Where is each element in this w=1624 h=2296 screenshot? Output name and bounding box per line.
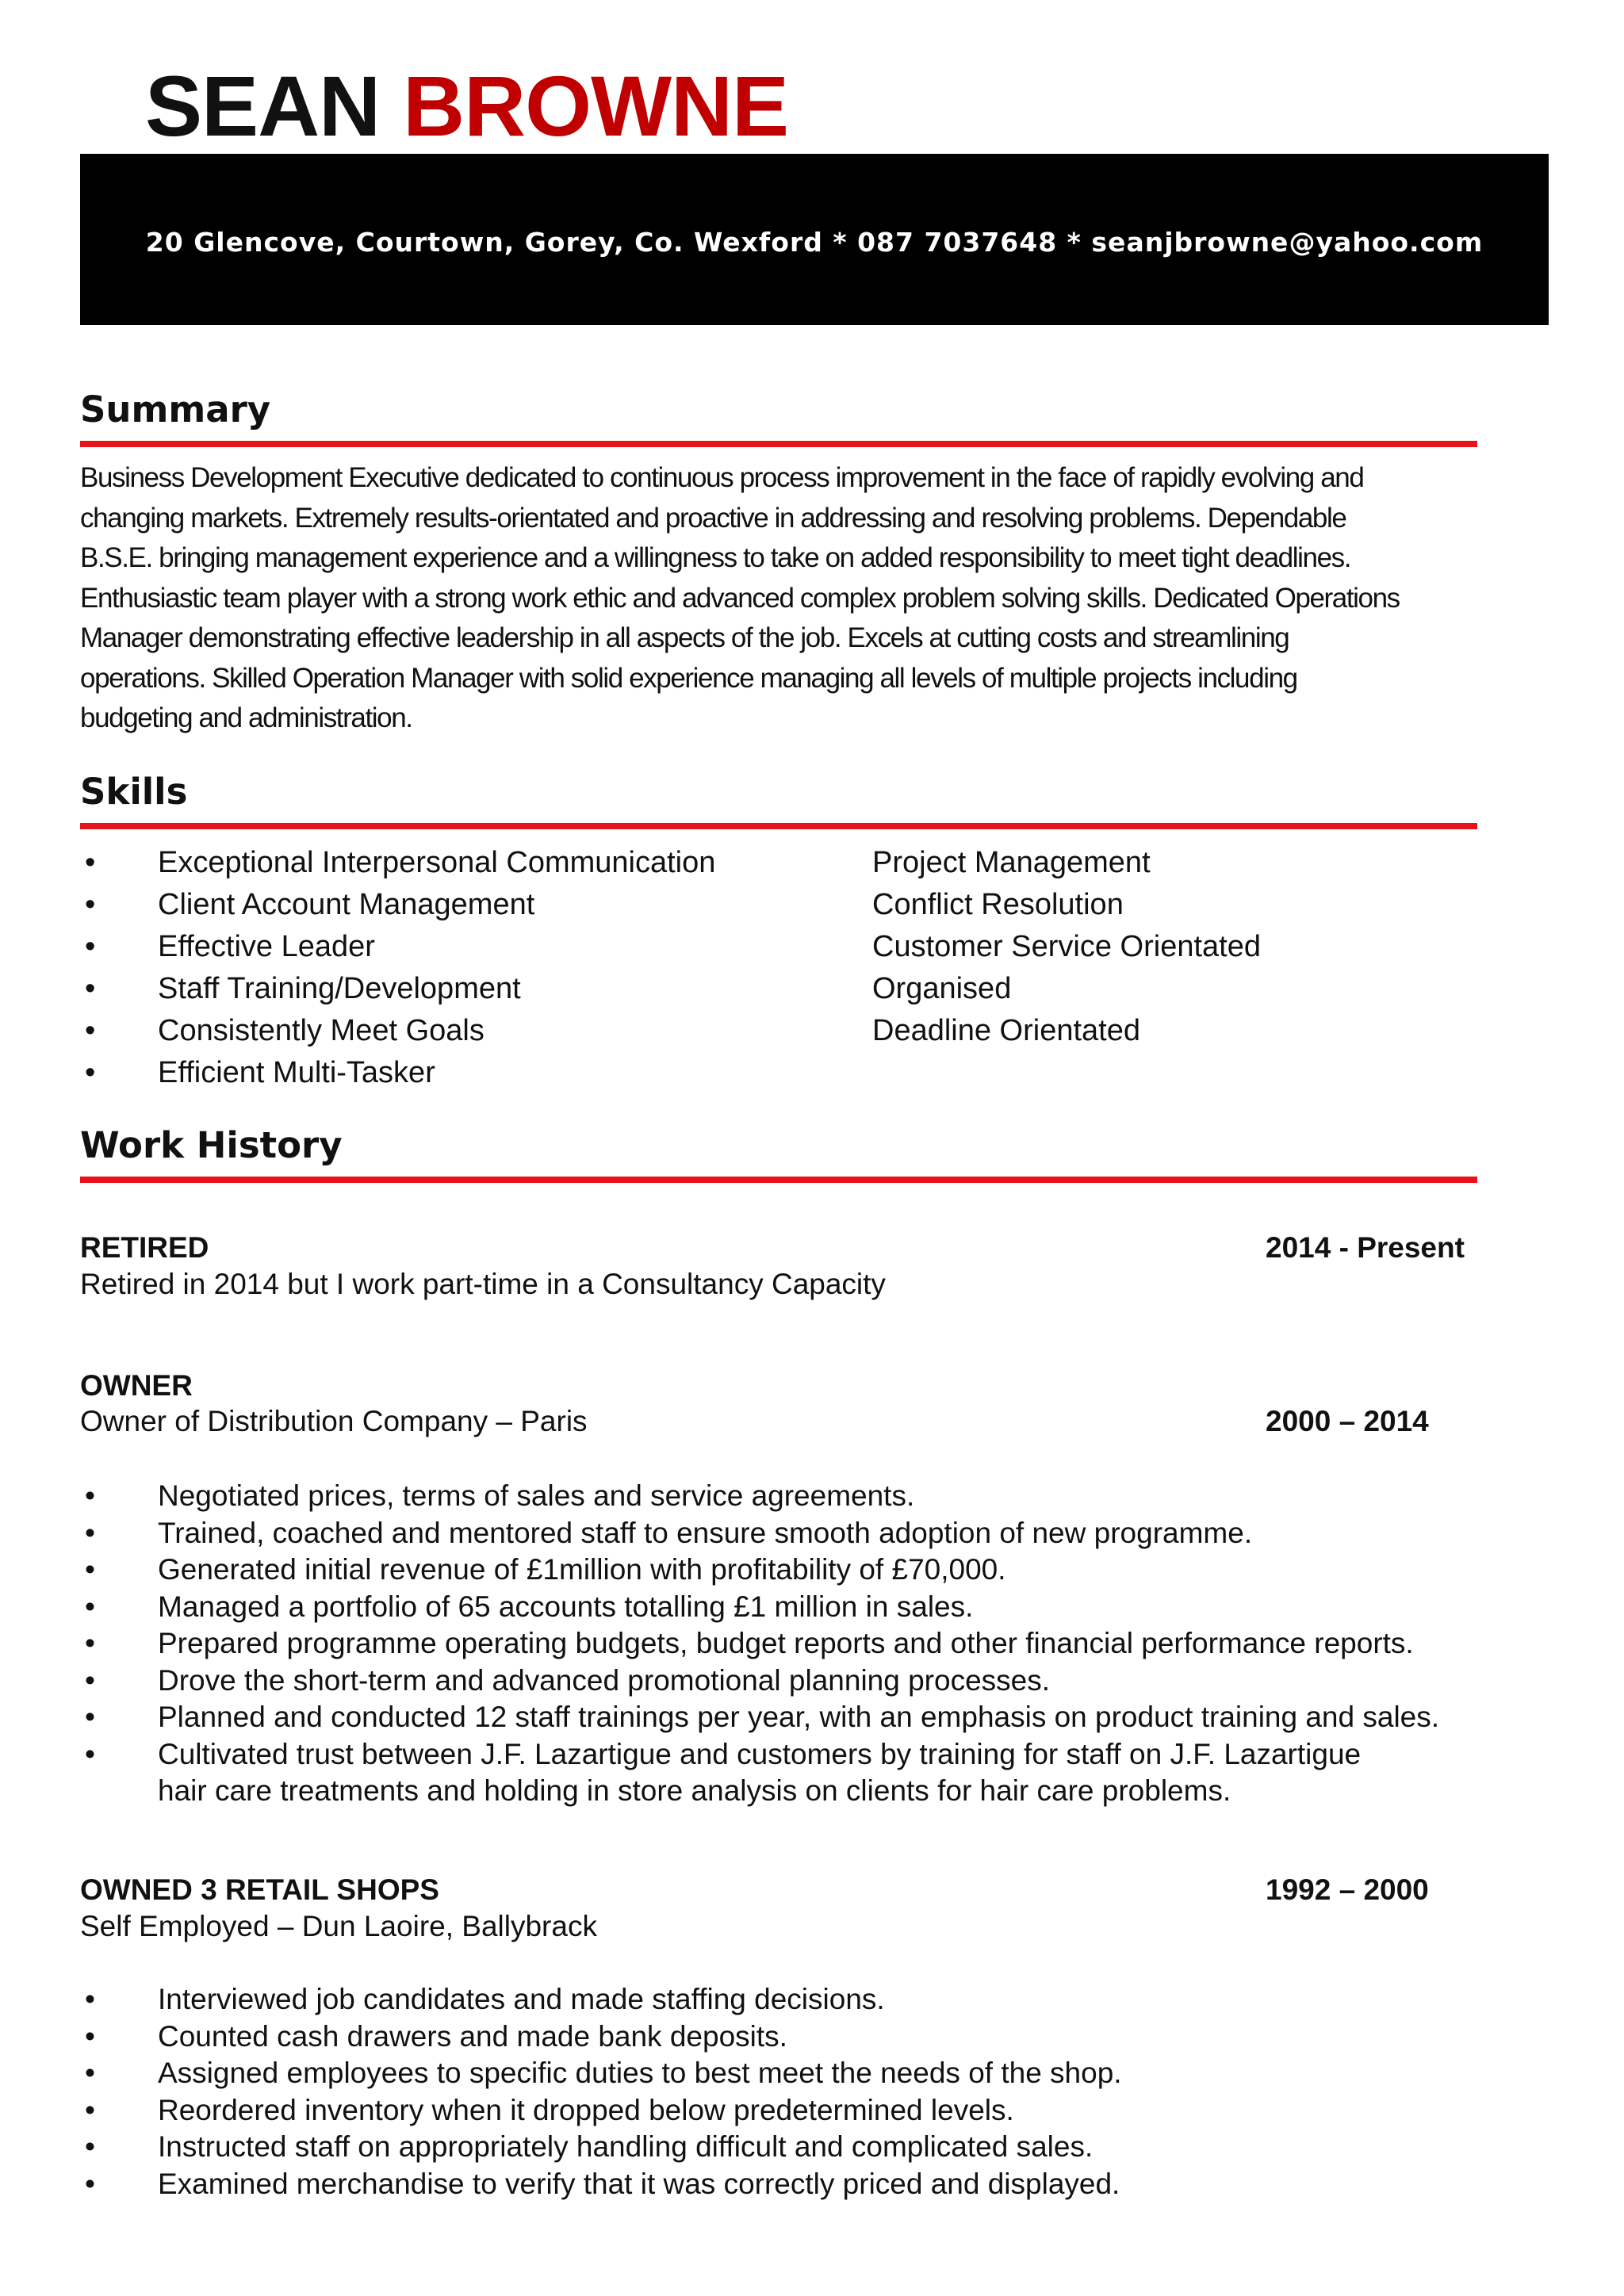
job-title: OWNED 3 RETAIL SHOPS: [80, 1873, 439, 1906]
skill-item: Project Management: [872, 846, 1151, 879]
job-subtitle: Self Employed – Dun Laoire, Ballybrack: [80, 1910, 597, 1942]
bullet-icon: •: [85, 846, 96, 879]
job-title: OWNER: [80, 1369, 193, 1402]
skill-item: • Effective Leader: [158, 926, 715, 968]
duty-item: • Trained, coached and mentored staff to ensure smooth adoption of new programme.: [158, 1515, 1439, 1552]
contact-info: 20 Glencove, Courtown, Gorey, Co. Wexford * 087 7037648 * seanjbrowne@yahoo.com: [145, 227, 1484, 258]
job-dates: 1992 – 2000: [1266, 1873, 1429, 1906]
summary-line: Enthusiastic team player with a strong work ethic and advanced complex problem solving skills. Dedicated Operations: [80, 582, 1400, 614]
bullet-icon: •: [85, 1737, 95, 1770]
bullet-icon: •: [85, 888, 96, 921]
candidate-name: [145, 58, 789, 154]
skills-heading: Skills: [80, 771, 188, 813]
bullet-icon: •: [85, 1479, 95, 1512]
duty-item: • Examined merchandise to verify that it was correctly priced and displayed.: [158, 2166, 1122, 2203]
skill-item: • Exceptional Interpersonal Communication: [158, 842, 715, 884]
skill-item: • Client Account Management: [158, 884, 715, 926]
contact-banner: [80, 154, 1549, 325]
bullet-icon: •: [85, 1014, 96, 1047]
summary-line: Manager demonstrating effective leadership in all aspects of the job. Excels at cutting costs and streamlining: [80, 622, 1289, 653]
skills-list-right: [872, 842, 1261, 1052]
summary-line: B.S.E. bringing management experience and a willingness to take on added responsibility to meet tight deadlines.: [80, 542, 1351, 573]
job-subtitle: Retired in 2014 but I work part-time in a Consultancy Capacity: [80, 1268, 886, 1300]
duty-item: • Interviewed job candidates and made staffing decisions.: [158, 1981, 1122, 2019]
job-title: RETIRED: [80, 1231, 209, 1264]
bullet-icon: •: [85, 1516, 95, 1549]
work-history-divider: [80, 1177, 1477, 1183]
bullet-icon: •: [85, 1590, 95, 1623]
duty-item: • Cultivated trust between J.F. Lazartigue and customers by training for staff on J.F. Lazartigue: [158, 1736, 1439, 1774]
skill-item: Customer Service Orientated: [872, 930, 1261, 963]
bullet-icon: •: [85, 1553, 95, 1586]
duty-item: • Prepared programme operating budgets, budget reports and other financial performance reports.: [158, 1625, 1439, 1663]
duty-item: • Managed a portfolio of 65 accounts totalling £1 million in sales.: [158, 1589, 1439, 1626]
skills-list-left: [85, 842, 716, 1094]
duty-item: • Drove the short-term and advanced promotional planning processes.: [158, 1663, 1439, 1700]
job-dates: 2014 - Present: [1266, 1231, 1465, 1264]
summary-line: Business Development Executive dedicated to continuous process improvement in the face of rapidly evolving and: [80, 462, 1364, 493]
bullet-icon: •: [85, 1663, 95, 1697]
bullet-icon: •: [85, 972, 96, 1005]
bullet-icon: •: [85, 2057, 95, 2089]
bullet-icon: •: [85, 1983, 95, 2015]
work-history-heading: Work History: [80, 1124, 343, 1166]
duty-item: • Instructed staff on appropriately handling difficult and complicated sales.: [158, 2129, 1122, 2166]
summary-line: changing markets. Extremely results-orientated and proactive in addressing and resolving problems. Dependable: [80, 502, 1346, 534]
duty-item: • Counted cash drawers and made bank deposits.: [158, 2019, 1122, 2056]
job-dates: 2000 – 2014: [1266, 1405, 1429, 1437]
skill-item: • Consistently Meet Goals: [158, 1010, 715, 1052]
skill-item: Conflict Resolution: [872, 888, 1124, 921]
last-name: BROWNE: [403, 58, 789, 154]
duty-item: • Reordered inventory when it dropped below predetermined levels.: [158, 2092, 1122, 2130]
bullet-icon: •: [85, 1627, 95, 1659]
skill-item: • Efficient Multi-Tasker: [158, 1052, 715, 1094]
skill-item: • Staff Training/Development: [158, 968, 715, 1010]
duty-item: • Negotiated prices, terms of sales and service agreements.: [158, 1478, 1439, 1515]
skills-divider: [80, 823, 1477, 829]
summary-line: budgeting and administration.: [80, 702, 412, 733]
duty-item: • Planned and conducted 12 staff trainings per year, with an emphasis on product training and sales.: [158, 1699, 1439, 1736]
skill-item: Deadline Orientated: [872, 1014, 1140, 1047]
summary-text: [80, 458, 1571, 739]
bullet-icon: •: [85, 2167, 95, 2200]
bullet-icon: •: [85, 1056, 96, 1089]
duty-item: • Generated initial revenue of £1million with profitability of £70,000.: [158, 1552, 1439, 1589]
skill-item: Organised: [872, 972, 1012, 1005]
summary-line: operations. Skilled Operation Manager with solid experience managing all levels of multiple projects including: [80, 662, 1297, 694]
bullet-icon: •: [85, 2130, 95, 2163]
summary-heading: Summary: [80, 388, 271, 430]
summary-divider: [80, 441, 1477, 447]
bullet-icon: •: [85, 1701, 95, 1733]
first-name: SEAN: [145, 58, 381, 154]
bullet-icon: •: [85, 930, 96, 963]
duty-item-continued: hair care treatments and holding in store analysis on clients for hair care problems.: [158, 1774, 1231, 1807]
job-duties: [85, 1981, 1122, 2202]
bullet-icon: •: [85, 2019, 95, 2053]
job-subtitle: Owner of Distribution Company – Paris: [80, 1405, 588, 1437]
job-duties: [85, 1478, 1440, 1810]
bullet-icon: •: [85, 2093, 95, 2126]
duty-item: • Assigned employees to specific duties to best meet the needs of the shop.: [158, 2055, 1122, 2092]
